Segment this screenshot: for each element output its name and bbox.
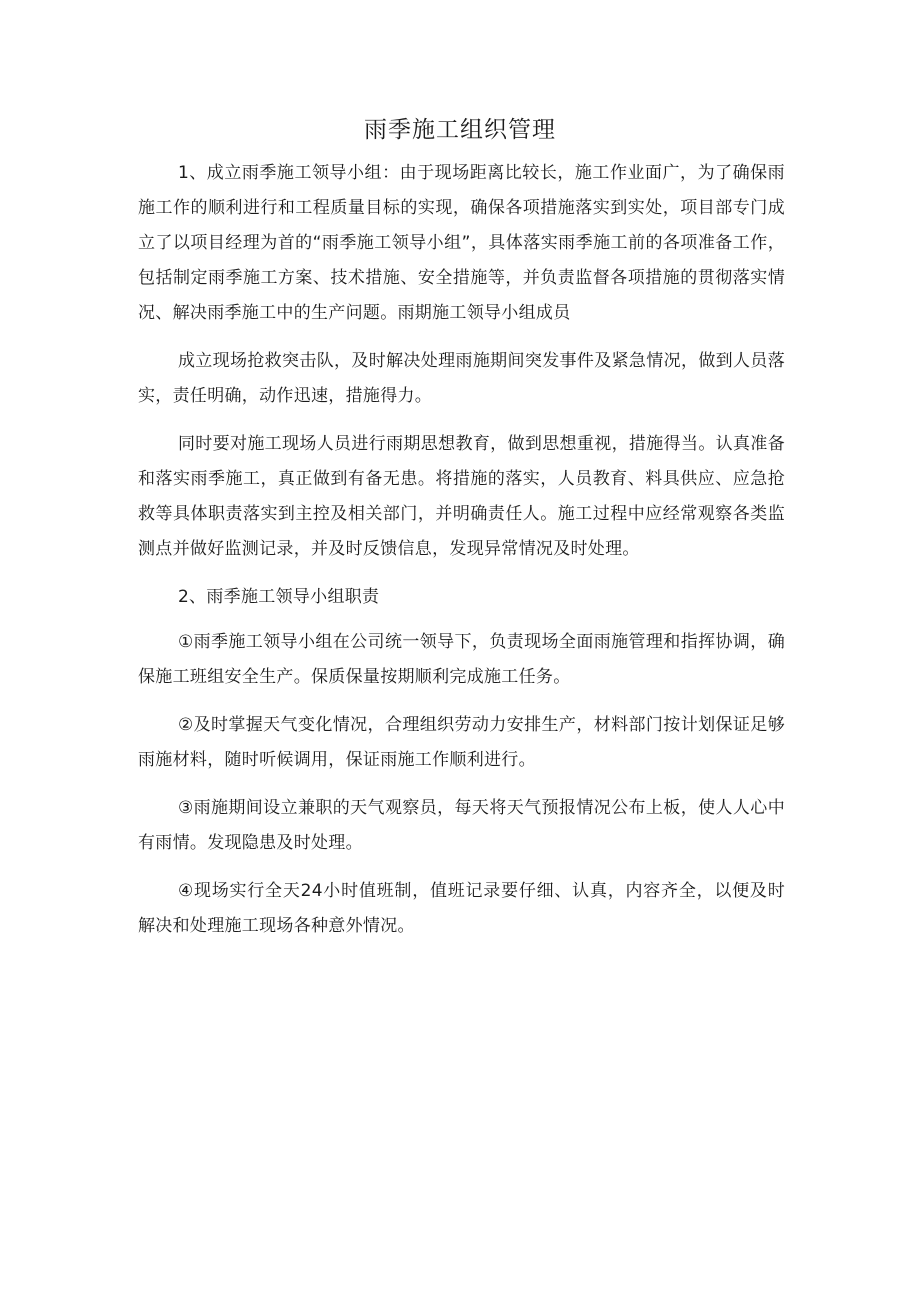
document-body [138,156,785,957]
paragraph-education: 同时要对施工现场人员进行雨期思想教育，做到思想重视，措施得当。认真准备和落实雨季施工，真正做到有备无患。将措施的落实，人员教育、料具供应、应急抢救等具体职责落实到主控及相关部门，并明确责任人。施工过程中应经常观察各类监测点并做好监测记录，并及时反馈信息，发现异常情况及时处理。 [138,434,785,559]
document-title: 雨季施工组织管理 [364,117,556,143]
paragraph-rescue-team: 成立现场抢救突击队，及时解决处理雨施期间突发事件及紧急情况，做到人员落实，责任明确，动作迅速，措施得力。 [138,351,785,406]
paragraph-leadership-group: 1、成立雨季施工领导小组：由于现场距离比较长，施工作业面广，为了确保雨施工作的顺利进行和工程质量目标的实现，确保各项措施落实到实处，项目部专门成立了以项目经理为首的“雨季施工领导小组”，具体落实雨季施工前的各项准备工作，包括制定雨季施工方案、技术措施、安全措施等，并负责监督各项措施的贯彻落实情况、解决雨季施工中的生产问题。雨期施工领导小组成员 [138,163,785,323]
section-heading-duties: 2、雨季施工领导小组职责 [177,587,380,607]
paragraph-duty-2: ②及时掌握天气变化情况，合理组织劳动力安排生产，材料部门按计划保证足够雨施材料，随时听候调用，保证雨施工作顺利进行。 [138,715,785,770]
paragraph-duty-1: ①雨季施工领导小组在公司统一领导下，负责现场全面雨施管理和指挥协调，确保施工班组安全生产。保质保量按期顺利完成施工任务。 [138,632,785,687]
paragraph-duty-3: ③雨施期间设立兼职的天气观察员，每天将天气预报情况公布上板，使人人心中有雨情。发现隐患及时处理。 [138,798,785,853]
paragraph-duty-4: ④现场实行全天24小时值班制，值班记录要仔细、认真，内容齐全，以便及时解决和处理施工现场各种意外情况。 [138,881,785,936]
